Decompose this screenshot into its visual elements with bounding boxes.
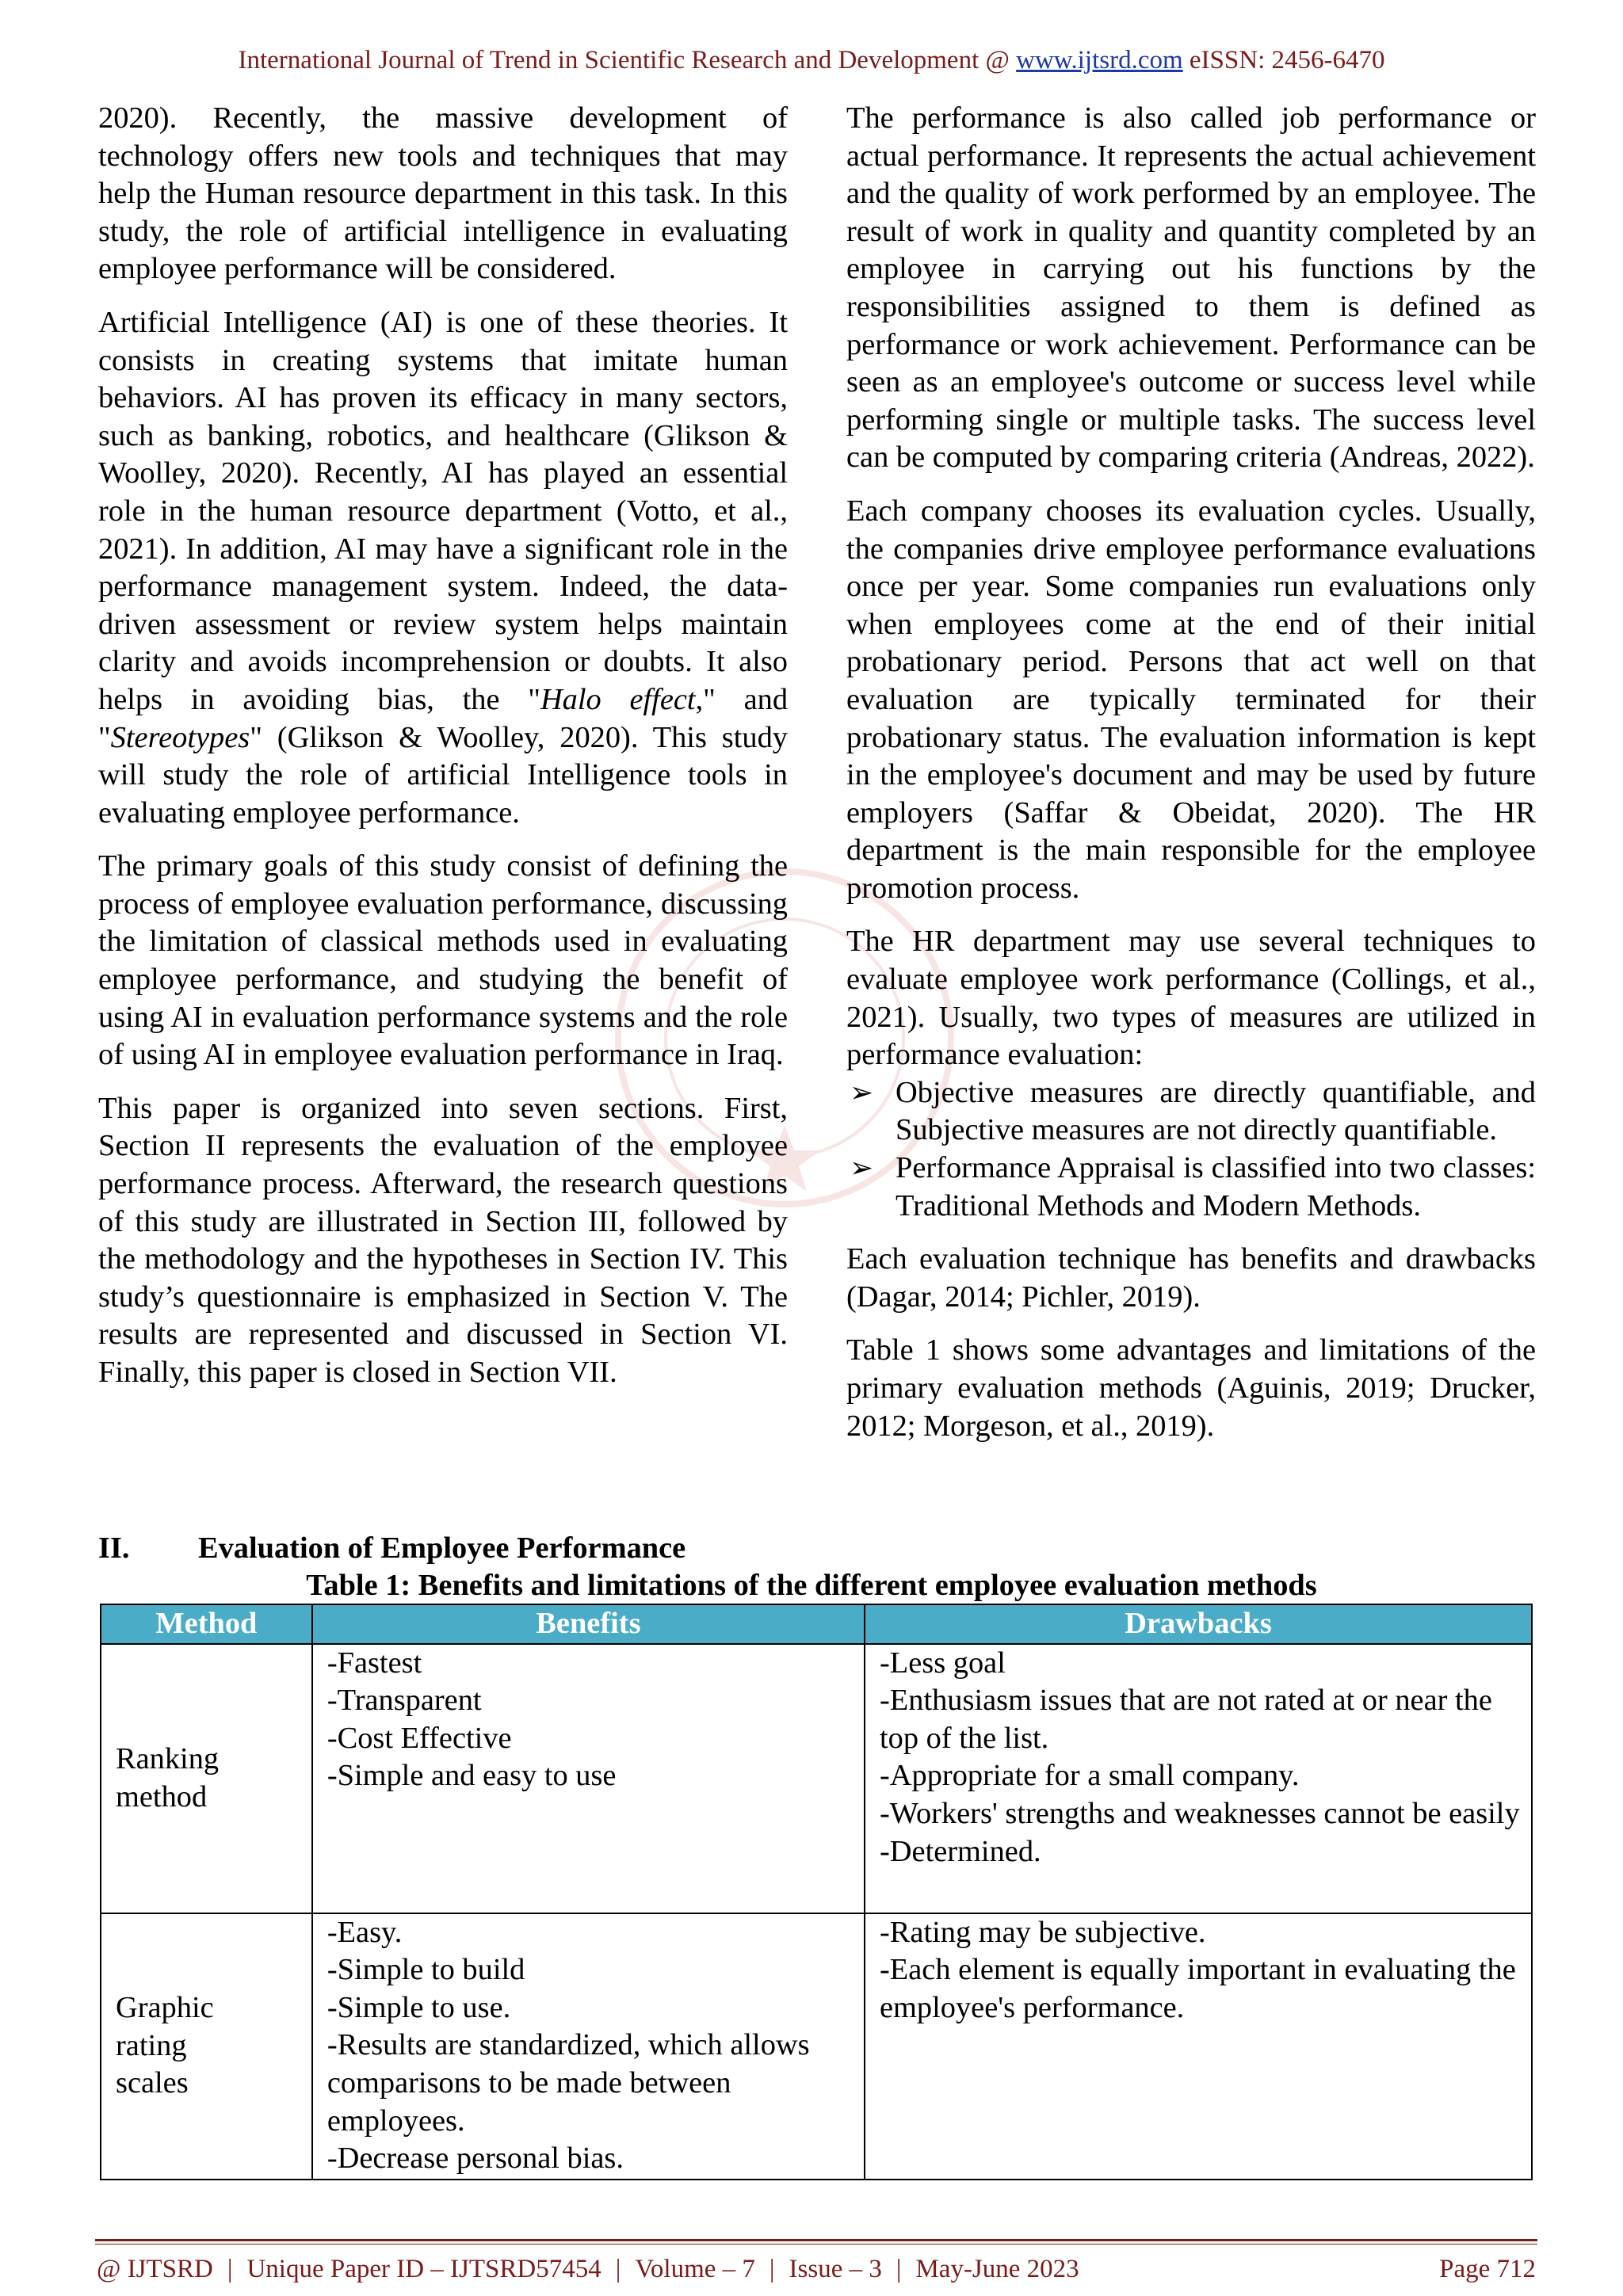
left-column <box>98 100 788 1408</box>
header-journal-title: International Journal of Trend in Scientific Research and Development @ <box>238 46 1010 74</box>
column-header-method: Method <box>101 1604 312 1644</box>
column-header-drawbacks: Drawbacks <box>865 1604 1532 1644</box>
table-caption: Table 1: Benefits and limitations of the different employee evaluation methods <box>306 1569 1317 1602</box>
footer-separator: | <box>615 2255 621 2283</box>
paragraph: 2020). Recently, the massive development of technology offers new tools and techniques that may help the Human resource department in this task. In this study, the role of artificial intelligence in evaluating employee performance will be considered. <box>98 101 788 286</box>
footer-rule-thin <box>95 2244 1537 2245</box>
footer-volume: Volume – 7 <box>635 2255 755 2283</box>
table-row <box>101 1644 1532 1913</box>
paragraph: Each evaluation technique has benefits and drawbacks (Dagar, 2014; Pichler, 2019). <box>846 1242 1536 1314</box>
drawbacks-cell: -Rating may be subjective. -Each element is equally important in evaluating the employee's performance. <box>865 1913 1532 2180</box>
page-number: Page 712 <box>1439 2255 1536 2283</box>
stereotypes-term: Stereotypes <box>110 720 250 754</box>
paragraph: Table 1 shows some advantages and limitations of the primary evaluation methods (Aguinis, 2019; Drucker, 2012; Morgeson, et al., 2019). <box>846 1333 1536 1443</box>
running-footer <box>97 2255 1536 2284</box>
method-cell: Ranking method <box>101 1644 312 1913</box>
footer-separator: | <box>227 2255 233 2283</box>
paragraph-ai-intro: Artificial Intelligence (AI) is one of these theories. It consists in creating systems that imitate human behaviors. AI has proven its efficacy in many sectors, such as banking, robotics, and healthcare (Glikson & Woolley, 2020). Recently, AI has played an essential role in the human resource department (Votto, et al., 2021). In addition, AI may have a significant role in the performance management system. Indeed, the data-driven assessment or review system helps maintain clarity and avoids incomprehension or doubts. It also helps in avoiding bias, the "Halo effect," and "Stereotypes" (Glikson & Woolley, 2020). This study will study the role of artificial Intelligence tools in evaluating employee performance. <box>98 305 789 830</box>
section-heading <box>98 1529 685 1567</box>
bullet-list <box>846 1074 1536 1225</box>
journal-website-link[interactable]: www.ijtsrd.com <box>1016 46 1183 74</box>
list-item: ➢ Performance Appraisal is classified into two classes: Traditional Methods and Modern Methods. <box>850 1151 1536 1222</box>
benefits-cell: -Easy. -Simple to build -Simple to use. -Results are standardized, which allows comparisons to be made between employees. -Decrease personal bias. <box>312 1913 865 2180</box>
running-header <box>0 46 1623 75</box>
footer-paper-id: Unique Paper ID – IJTSRD57454 <box>246 2255 601 2283</box>
arrow-bullet-icon: ➢ <box>850 1152 874 1184</box>
paragraph: Each company chooses its evaluation cycles. Usually, the companies drive employee performance evaluations once per year. Some companies run evaluations only when employees come at the end of their initial probationary period. Persons that act well on that evaluation are typically terminated for their probationary status. The evaluation information is kept in the employee's document and may be used by future employers (Saffar & Obeidat, 2020). The HR department is the main responsible for the employee promotion process. <box>846 494 1536 905</box>
section-title: Evaluation of Employee Performance <box>198 1531 686 1565</box>
benefits-cell: -Fastest -Transparent -Cost Effective -Simple and easy to use <box>312 1644 865 1913</box>
footer-journal: @ IJTSRD <box>97 2255 213 2283</box>
footer-issue: Issue – 3 <box>789 2255 882 2283</box>
right-column <box>846 100 1536 1461</box>
section-number: II. <box>98 1531 130 1565</box>
method-cell: Graphic rating scales <box>101 1913 312 2180</box>
table-row <box>101 1913 1532 2180</box>
paragraph: This paper is organized into seven sections. First, Section II represents the evaluation of the employee performance process. Afterward, the research questions of this study are illustrated in Section III, followed by the methodology and the hypotheses in Section IV. This study’s questionnaire is emphasized in Section V. The results are represented and discussed in Section VI. Finally, this paper is closed in Section VII. <box>98 1091 788 1389</box>
evaluation-methods-table <box>100 1604 1533 2180</box>
paragraph: The HR department may use several techniques to evaluate employee work performance (Collings, et al., 2021). Usually, two types of measures are utilized in performance evaluation: <box>846 925 1536 1072</box>
halo-effect-term: Halo effect <box>540 682 696 716</box>
footer-separator: | <box>896 2255 902 2283</box>
paragraph: The primary goals of this study consist of defining the process of employee evaluation performance, discussing the limitation of classical methods used in evaluating employee performance, and studying the benefit of using AI in evaluation performance systems and the role of using AI in employee evaluation performance in Iraq. <box>98 849 788 1072</box>
table-header-row <box>101 1604 1532 1644</box>
paragraph: The performance is also called job performance or actual performance. It represents the actual achievement and the quality of work performed by an employee. The result of work in quality and quantity completed by an employee in carrying out his functions by the responsibilities assigned to them is defined as performance or work achievement. Performance can be seen as an employee's outcome or success level while performing single or multiple tasks. The success level can be computed by comparing criteria (Andreas, 2022). <box>846 101 1536 475</box>
arrow-bullet-icon: ➢ <box>850 1076 874 1108</box>
footer-rule <box>95 2239 1537 2241</box>
footer-separator: | <box>769 2255 775 2283</box>
list-item: ➢ Objective measures are directly quantifiable, and Subjective measures are not directly quantifiable. <box>850 1075 1536 1147</box>
footer-date: May-June 2023 <box>915 2255 1079 2283</box>
header-issn: eISSN: 2456-6470 <box>1189 46 1385 74</box>
column-header-benefits: Benefits <box>312 1604 865 1644</box>
drawbacks-cell: -Less goal -Enthusiasm issues that are not rated at or near the top of the list. -Appropriate for a small company. -Workers' strengths and weaknesses cannot be easily -Determined. <box>865 1644 1532 1913</box>
